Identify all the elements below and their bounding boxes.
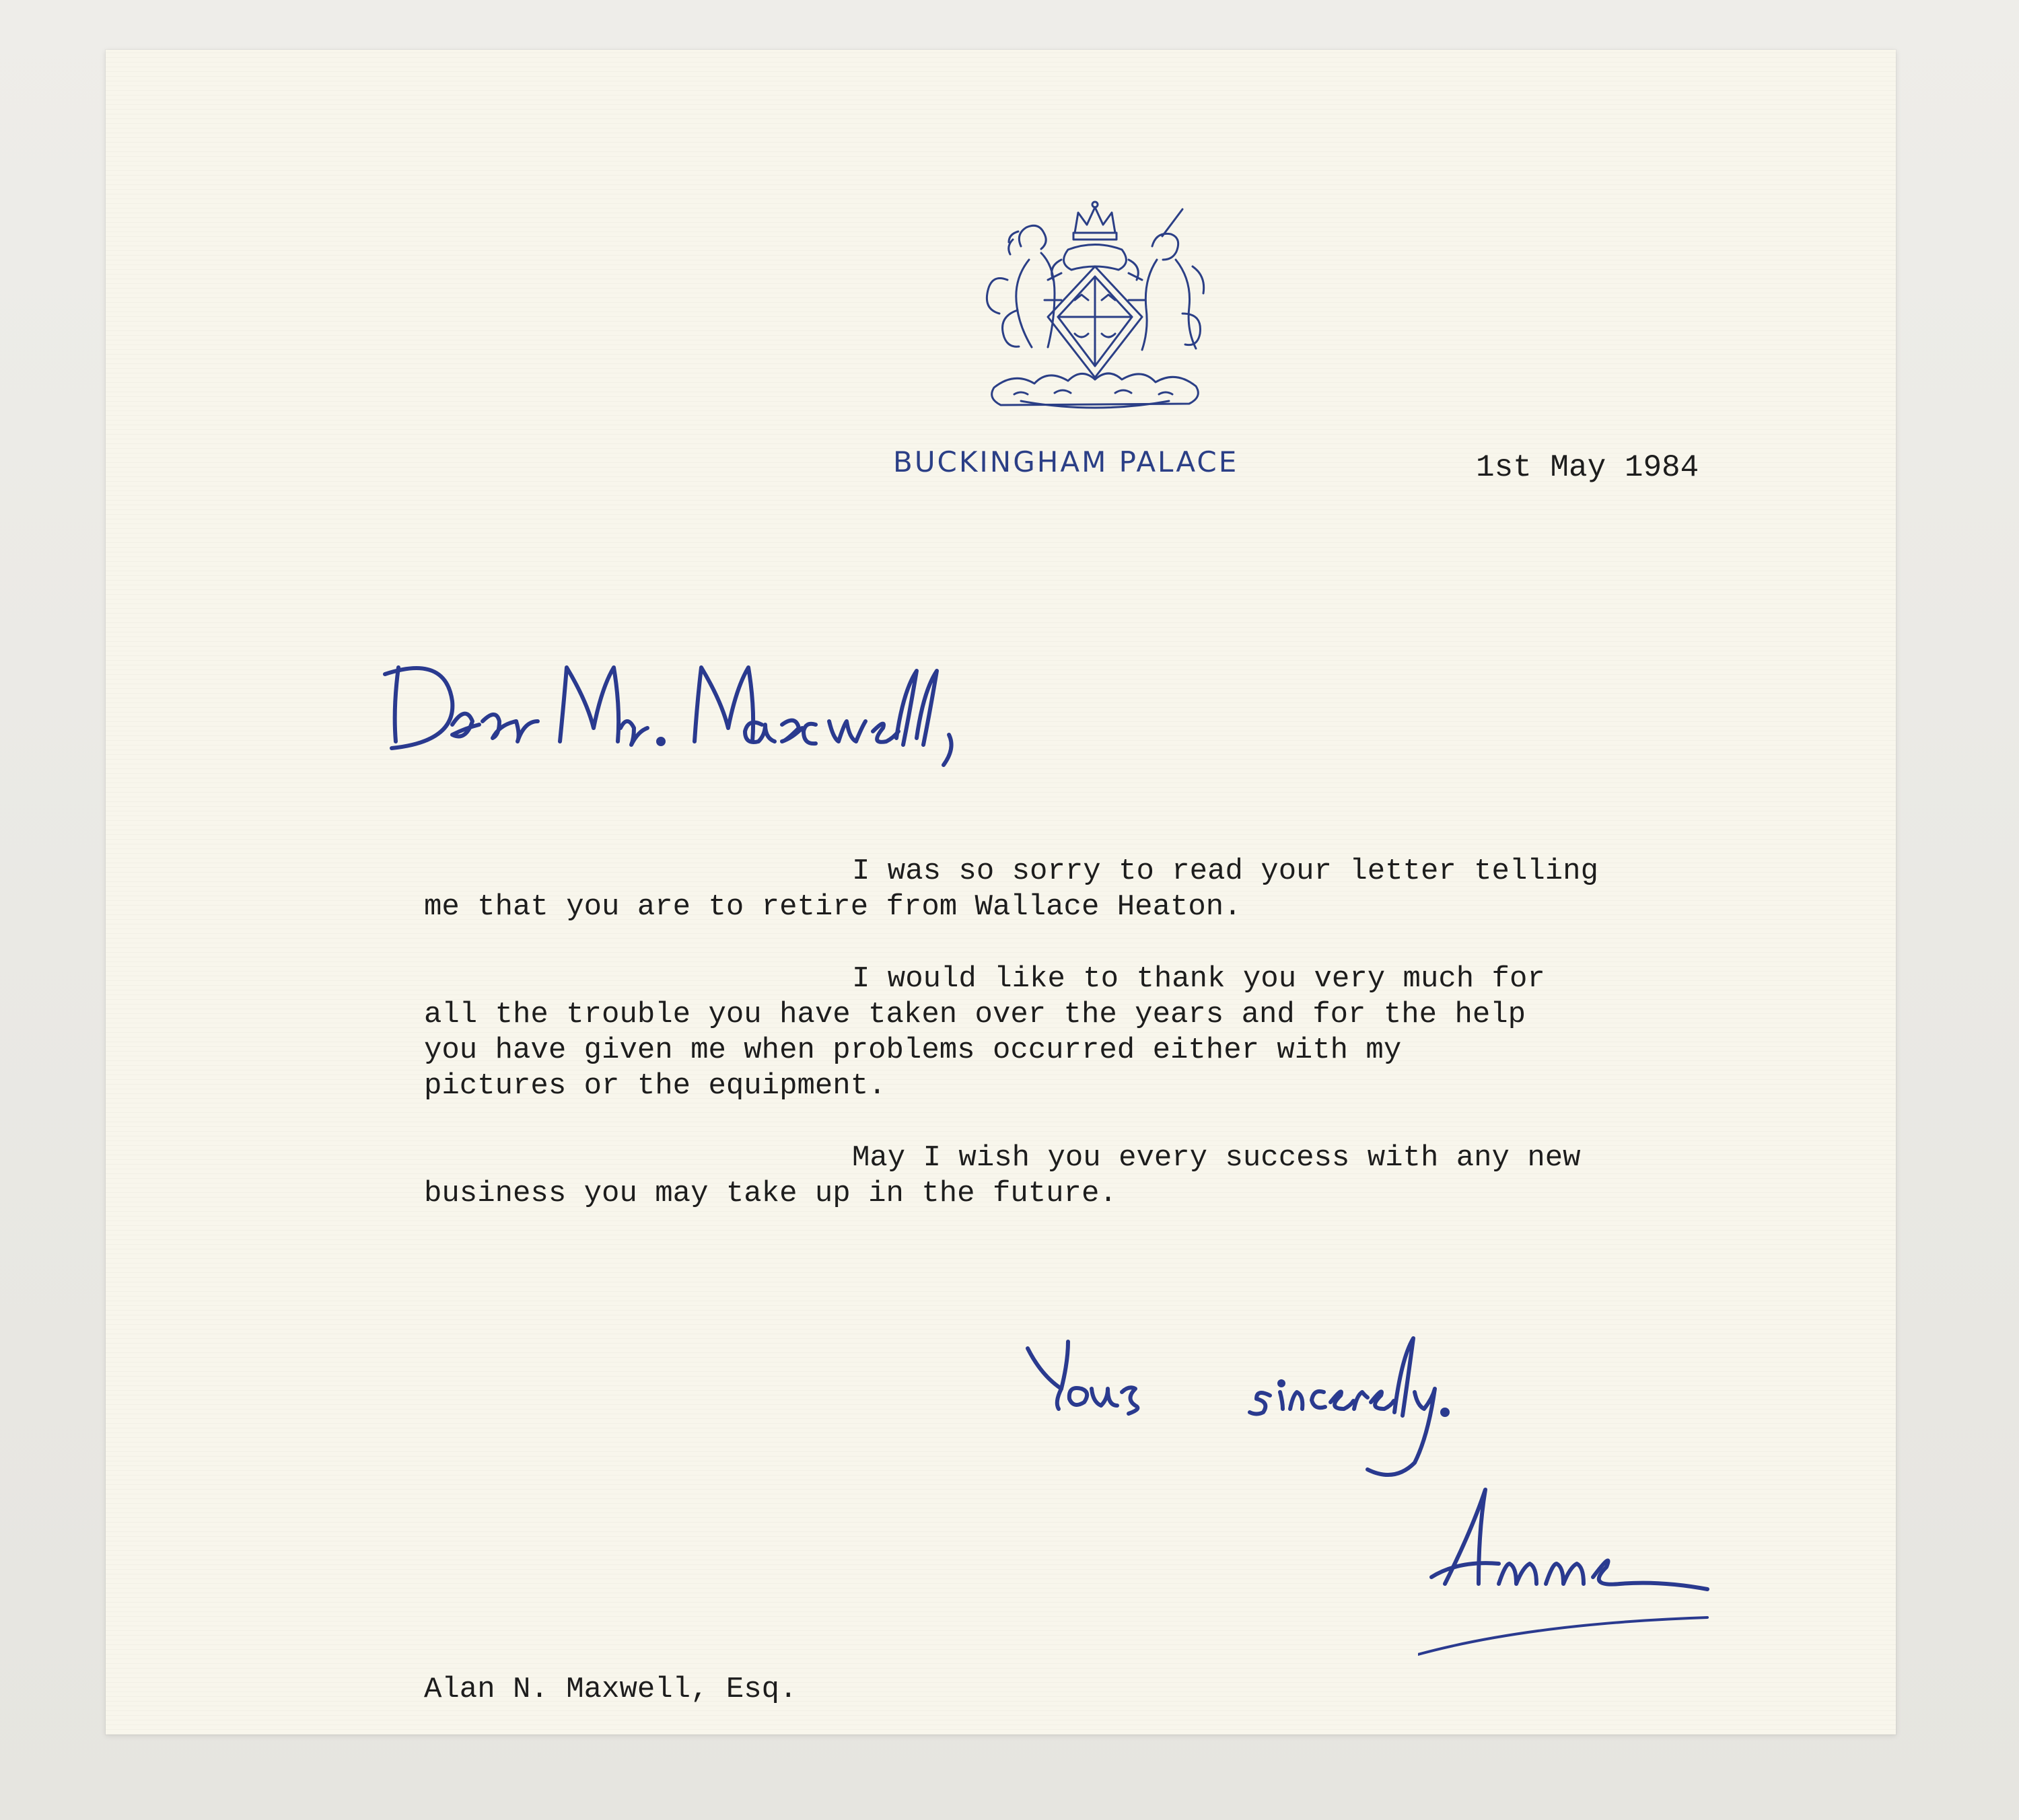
paragraph-1-line-1: me that you are to retire from Wallace Heaton.: [424, 890, 1242, 924]
handwritten-signature-drawing: [1418, 1483, 1775, 1685]
royal-coat-of-arms-icon: [981, 199, 1209, 414]
letterhead-address: BUCKINGHAM PALACE: [893, 445, 1239, 478]
paragraph-3-first-line: May I wish you every success with any new: [852, 1141, 1581, 1175]
paragraph-3-line-1: business you may take up in the future.: [424, 1177, 1117, 1210]
handwritten-closing: [1014, 1328, 1573, 1503]
handwritten-salutation-drawing: [378, 647, 984, 768]
paragraph-2-line-2: you have given me when problems occurred either with my: [424, 1033, 1402, 1067]
paragraph-2-first-line: I would like to thank you very much for: [852, 962, 1545, 996]
body-paragraph-2: [424, 961, 1837, 1104]
handwritten-salutation: [378, 647, 984, 768]
body-paragraph-1: [424, 854, 1837, 925]
letter-sheet: [106, 50, 1896, 1735]
handwritten-signature: [1418, 1483, 1775, 1685]
letter-date: 1st May 1984: [1476, 450, 1699, 485]
body-paragraph-3: [424, 1140, 1837, 1212]
handwritten-closing-drawing: [1014, 1328, 1573, 1503]
letter-body: [424, 854, 1837, 1248]
paragraph-2-line-1: all the trouble you have taken over the years and for the help: [424, 998, 1526, 1031]
paragraph-1-first-line: I was so sorry to read your letter telling: [852, 854, 1598, 888]
paragraph-2-line-3: pictures or the equipment.: [424, 1069, 886, 1103]
recipient-name: Alan N. Maxwell, Esq.: [424, 1673, 798, 1706]
